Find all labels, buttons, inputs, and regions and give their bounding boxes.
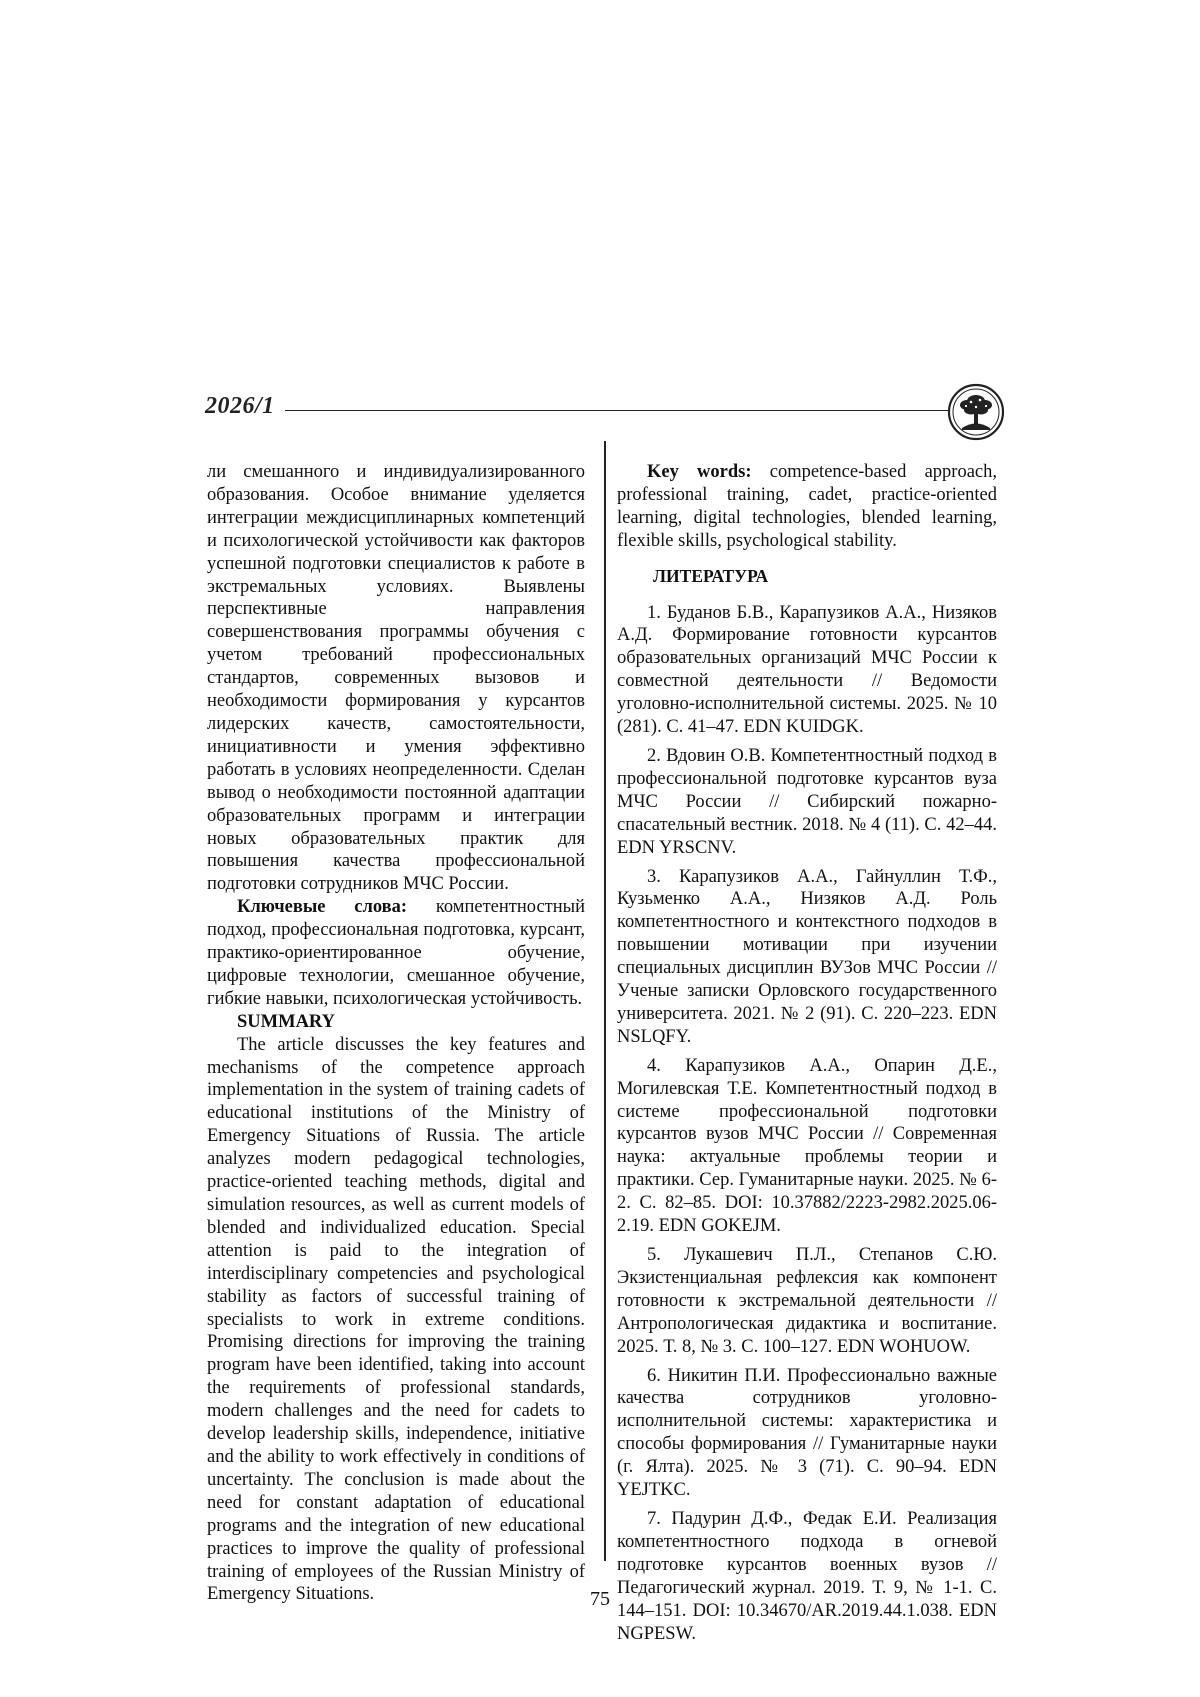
literature-heading: ЛИТЕРАТУРА bbox=[653, 565, 769, 586]
left-column bbox=[207, 461, 585, 1606]
page-number: 75 bbox=[590, 1588, 610, 1610]
reference-item: 5. Лукашевич П.Л., Степанов С.Ю. Экзистенциальная рефлексия как компонент готовности к экстремальной деятельности // Антропологическая дидактика и воспитание. 2025. Т. 8, № 3. С. 100–127. EDN WOHUOW. bbox=[617, 1245, 997, 1357]
running-header bbox=[205, 383, 1005, 443]
tree-emblem-icon bbox=[947, 383, 1005, 441]
summary-heading: SUMMARY bbox=[237, 1011, 336, 1032]
right-column bbox=[617, 461, 997, 1651]
reference-item: 6. Никитин П.И. Профессионально важные качества сотрудников уголовно-исполнительной системы: характеристика и способы формирования // Гуманитарные науки (г. Ялта). 2025. № 3 (71). С. 90–94. EDN YEJTKC. bbox=[617, 1365, 997, 1501]
key-words-label: Key words: bbox=[647, 462, 752, 482]
issue-number: 2026/1 bbox=[205, 393, 275, 419]
keywords-text: компетентностный подход, профессиональная подготовка, курсант, практико-ориентированное обучение, цифровые технологии, смешанное обучение, гибкие навыки, психологическая устойчивость. bbox=[207, 897, 585, 1009]
header-rule bbox=[285, 410, 950, 411]
keywords-label: Ключевые слова: bbox=[237, 897, 408, 918]
key-words-paragraph bbox=[617, 461, 997, 553]
keywords-paragraph bbox=[207, 896, 585, 1011]
reference-item: 4. Карапузиков А.А., Опарин Д.Е., Могилевская Т.Е. Компетентностный подход в системе профессиональной подготовки курсантов вузов МЧС России // Современная наука: актуальные проблемы теории и практики. Сер. Гуманитарные науки. 2025. № 6-2. С. 82–85. DOI: 10.37882/2223-2982.2025.06-2.19. EDN GOKEJM. bbox=[617, 1055, 997, 1237]
reference-item: 3. Карапузиков А.А., Гайнуллин Т.Ф., Кузьменко А.А., Низяков А.Д. Роль компетентностного и контекстного подходов в повышении мотивации при изучении специальных дисциплин ВУЗов МЧС России // Ученые записки Орловского государственного университета. 2021. № 2 (91). С. 220–223. EDN NSLQFY. bbox=[617, 866, 997, 1047]
column-divider bbox=[604, 441, 606, 1561]
summary-text: The article discusses the key features and mechanisms of the competence approach implementation in the system of training cadets of educational institutions of the Ministry of Emergency Situations of Russia. The article analyzes modern pedagogical technologies, practice-oriented teaching methods, digital and simulation resources, as well as current models of blended and individualized education. Special attention is paid to the integration of interdisciplinary competencies and psychological stability as factors of successful training of specialists to work in extreme conditions. Promising directions for improving the training program have been identified, taking into account the requirements of professional standards, modern challenges and the need for cadets to develop leadership skills, independence, initiative and the ability to work effectively in conditions of uncertainty. The conclusion is made about the need for constant adaptation of educational programs and the integration of new educational practices to improve the quality of professional training of employees of the Russian Ministry of Emergency Situations. bbox=[207, 1034, 585, 1605]
reference-item: 7. Падурин Д.Ф., Федак Е.И. Реализация компетентностного подхода в огневой подготовке курсантов военных вузов // Педагогический журнал. 2019. Т. 9, № 1-1. С. 144–151. DOI: 10.34670/AR.2019.44.1.038. EDN NGPESW. bbox=[617, 1508, 997, 1644]
key-words-text: competence-based approach, professional training, cadet, practice-oriented learning, digital technologies, blended learning, flexible skills, psychological stability. bbox=[617, 462, 997, 551]
reference-item: 2. Вдовин О.В. Компетентностный подход в профессиональной подготовке курсантов вуза МЧС России // Сибирский пожарно-спасательный вестник. 2018. № 4 (11). С. 42–44. EDN YRSCNV. bbox=[617, 745, 997, 858]
abstract-continuation: ли смешанного и индивидуализированного образования. Особое внимание уделяется интеграции междисциплинарных компетенций и психологической устойчивости как факторов успешной подготовки специалистов к работе в экстремальных условиях. Выявлены перспективные направления совершенствования программы обучения с учетом требований профессиональных стандартов, современных вызовов и необходимости формирования у курсантов лидерских качеств, самостоятельности, инициативности и умения эффективно работать в условиях неопределенности. Сделан вывод о необходимости постоянной адаптации образовательных программ и интеграции новых образовательных практик для повышения качества профессиональной подготовки сотрудников МЧС России. bbox=[207, 462, 585, 895]
reference-item: 1. Буданов Б.В., Карапузиков А.А., Низяков А.Д. Формирование готовности курсантов образовательных организаций МЧС России к совместной деятельности // Ведомости уголовно-исполнительной системы. 2025. № 10 (281). С. 41–47. EDN KUIDGK. bbox=[617, 602, 997, 738]
